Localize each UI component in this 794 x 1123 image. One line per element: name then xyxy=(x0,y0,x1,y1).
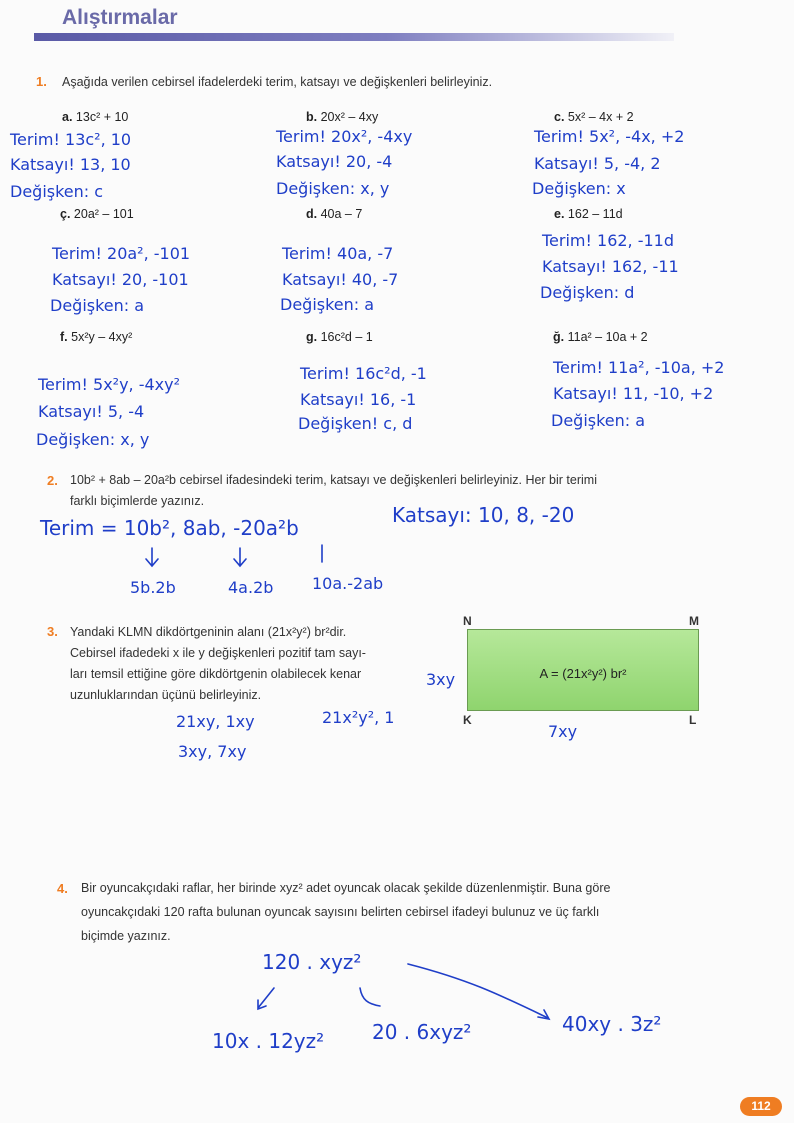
q1f-terim: Terim! 5x²y, -4xy² xyxy=(38,375,181,394)
q3-ans3: 3xy, 7xy xyxy=(178,742,247,761)
q1gg-label: ğ. 11a² – 10a + 2 xyxy=(553,330,648,344)
q4-main: 120 . xyz² xyxy=(262,950,362,974)
q1-text: Aşağıda verilen cebirsel ifadelerdeki terim, katsayı ve değişkenleri belirleyiniz. xyxy=(62,75,493,89)
q1e-katsayi: Katsayı! 162, -11 xyxy=(542,257,679,276)
rectangle-area: A = (21x²y²) br² xyxy=(539,666,627,681)
q1gg-degisken: Değişken: a xyxy=(551,411,646,430)
q2-arrow-2 xyxy=(234,548,246,566)
q4-arrow-right xyxy=(408,964,549,1019)
q2-number: 2. xyxy=(47,473,58,488)
q4-form-1: 10x . 12yz² xyxy=(212,1029,325,1053)
q1d-terim: Terim! 40a, -7 xyxy=(282,244,394,263)
q1b-terim: Terim! 20x², -4xy xyxy=(276,127,413,146)
q3-number: 3. xyxy=(47,624,58,639)
q3-line3: ları temsil ettiğine göre dikdörtgenin olabilecek kenar xyxy=(70,667,362,681)
q1a-terim: Terim! 13c², 10 xyxy=(10,130,132,149)
q1e-degisken: Değişken: d xyxy=(540,283,635,302)
q1c-degisken: Değişken: x xyxy=(532,179,626,198)
q4-line3: biçimde yazınız. xyxy=(81,929,171,943)
corner-k: K xyxy=(463,713,472,727)
q1b-label: b. 20x² – 4xy xyxy=(306,110,379,124)
q1b-degisken: Değişken: x, y xyxy=(276,179,390,198)
q1d-label: d. 40a – 7 xyxy=(306,207,363,221)
q3-ans1: 21xy, 1xy xyxy=(176,712,255,731)
q1c-terim: Terim! 5x², -4x, +2 xyxy=(534,127,685,146)
q2-form-1: 5b.2b xyxy=(130,578,176,597)
q1cc-label: ç. 20a² – 101 xyxy=(60,207,134,221)
q1gg-terim: Terim! 11a², -10a, +2 xyxy=(553,358,725,377)
q2-katsayi: Katsayı: 10, 8, -20 xyxy=(392,503,575,527)
q4-arrow-left xyxy=(258,988,274,1009)
q3-line4: uzunluklarından üçünü belirleyiniz. xyxy=(70,688,262,702)
q4-number: 4. xyxy=(57,881,68,896)
q1a-katsayi: Katsayı! 13, 10 xyxy=(10,155,131,174)
q1g-degisken: Değişken! c, d xyxy=(298,414,413,433)
page-title: Alıştırmalar xyxy=(62,6,178,29)
q1c-katsayi: Katsayı! 5, -4, 2 xyxy=(534,154,661,173)
q1b-katsayi: Katsayı! 20, -4 xyxy=(276,152,393,171)
q4-line1: Bir oyuncakçıdaki raflar, her birinde xyz² adet oyuncak olacak şekilde düzenlenmiştir. Buna göre xyxy=(81,881,611,895)
q1c-label: c. 5x² – 4x + 2 xyxy=(554,110,634,124)
q2-line1: 10b² + 8ab – 20a²b cebirsel ifadesindeki terim, katsayı ve değişkenleri belirleyiniz. Her bir terimi xyxy=(70,473,597,487)
q3-line1: Yandaki KLMN dikdörtgeninin alanı (21x²y²) br²dir. xyxy=(70,625,347,639)
q2-arrow-1 xyxy=(146,548,158,566)
q1f-katsayi: Katsayı! 5, -4 xyxy=(38,402,145,421)
corner-l: L xyxy=(689,713,697,727)
q2-terim: Terim = 10b², 8ab, -20a²b xyxy=(40,516,299,540)
q3-ans2: 21x²y², 1 xyxy=(322,708,395,727)
q1f-degisken: Değişken: x, y xyxy=(36,430,150,449)
corner-m: M xyxy=(689,614,699,628)
q1f-label: f. 5x²y – 4xy² xyxy=(60,330,133,344)
q1cc-terim: Terim! 20a², -101 xyxy=(52,244,191,263)
q1a-degisken: Değişken: c xyxy=(10,182,104,201)
page-number-badge: 112 xyxy=(740,1097,782,1116)
q2-form-3: 10a.-2ab xyxy=(312,574,384,593)
q1e-label: e. 162 – 11d xyxy=(554,207,623,221)
q1g-katsayi: Katsayı! 16, -1 xyxy=(300,390,417,409)
q4-arrow-mid xyxy=(360,988,380,1006)
q2-form-2: 4a.2b xyxy=(228,578,274,597)
q1a-label: a. 13c² + 10 xyxy=(62,110,129,124)
q1d-katsayi: Katsayı! 40, -7 xyxy=(282,270,399,289)
q4-form-2: 20 . 6xyz² xyxy=(372,1020,472,1044)
q1g-terim: Terim! 16c²d, -1 xyxy=(300,364,427,383)
q1cc-degisken: Değişken: a xyxy=(50,296,145,315)
q1d-degisken: Değişken: a xyxy=(280,295,375,314)
q3-side-bottom: 7xy xyxy=(548,722,578,741)
q4-line2: oyuncakçıdaki 120 rafta bulunan oyuncak sayısını belirten cebirsel ifadeyi bulunuz ve üç farklı xyxy=(81,905,600,919)
q1g-label: g. 16c²d – 1 xyxy=(306,330,373,344)
corner-n: N xyxy=(463,614,472,628)
q4-form-3: 40xy . 3z² xyxy=(562,1012,662,1036)
q2-line2: farklı biçimlerde yazınız. xyxy=(70,494,205,508)
q3-side-left: 3xy xyxy=(426,670,456,689)
q1-number: 1. xyxy=(36,74,47,89)
q1gg-katsayi: Katsayı! 11, -10, +2 xyxy=(553,384,714,403)
q1e-terim: Terim! 162, -11d xyxy=(542,231,675,250)
q1cc-katsayi: Katsayı! 20, -101 xyxy=(52,270,189,289)
q3-line2: Cebirsel ifadedeki x ile y değişkenleri pozitif tam sayı- xyxy=(70,646,366,660)
